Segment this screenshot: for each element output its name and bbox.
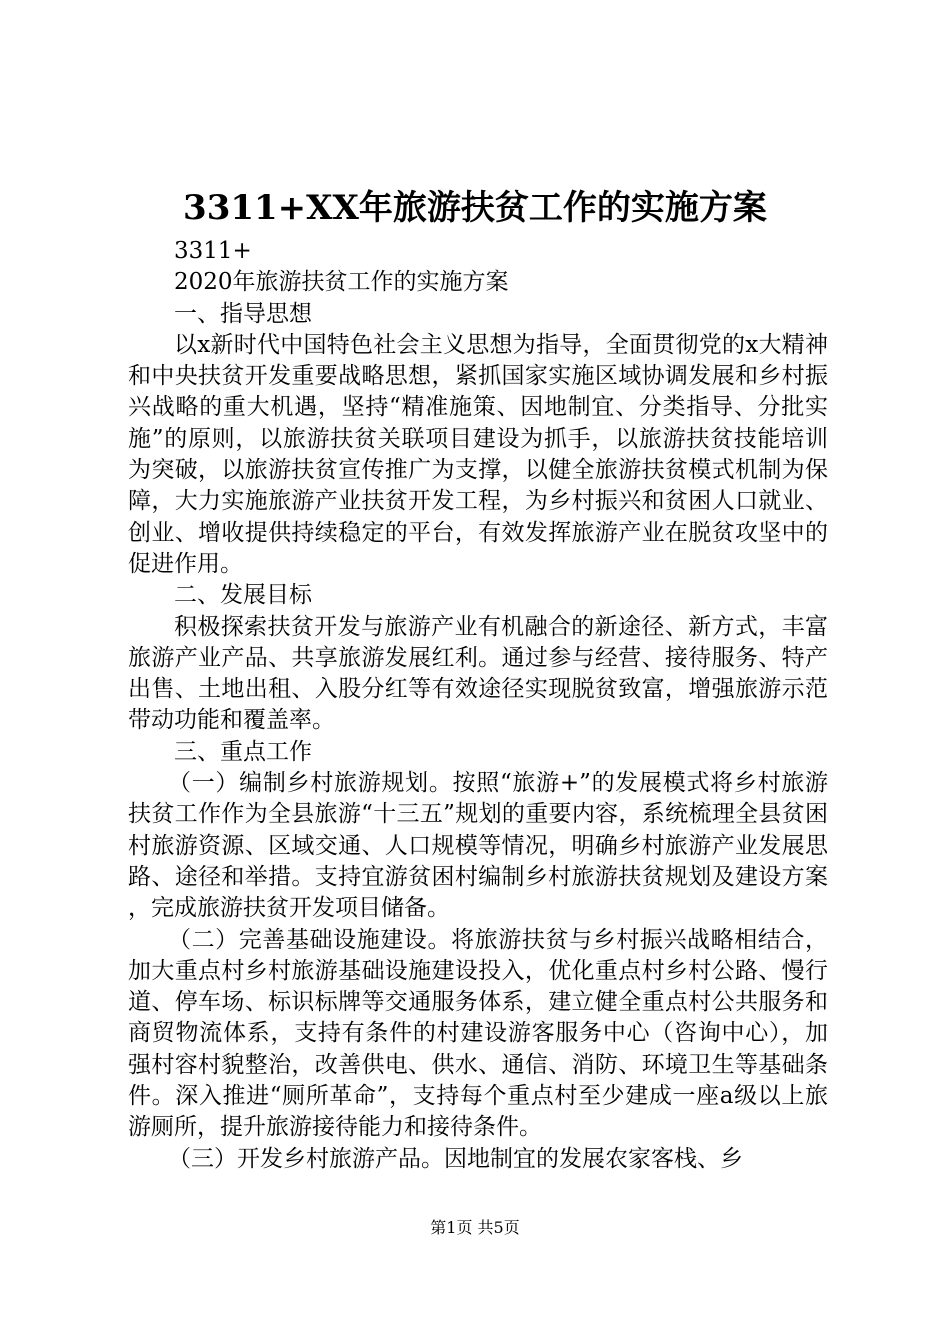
paragraph-heading-line-1: 3311+ — [174, 238, 252, 264]
paragraph-development-goals: 积极探索扶贫开发与旅游产业有机融合的新途径、新方式，丰富旅游产业产品、共享旅游发展红利。通过参与经营、接待服务、特产出售、土地出租、入股分红等有效途径实现脱贫致富，增强旅游示范带动功能和覆盖率。 — [128, 613, 828, 734]
paragraph-key-work-2: （二）完善基础设施建设。将旅游扶贫与乡村振兴战略相结合，加大重点村乡村旅游基础设施建设投入，优化重点村乡村公路、慢行道、停车场、标识标牌等交通服务体系，建立健全重点村公共服务和商贸物流体系，支持有条件的村建设游客服务中心（咨询中心），加强村容村貌整治，改善供电、供水、通信、消防、环境卫生等基础条件。深入推进“厕所革命”，支持每个重点村至少建成一座a级以上旅游厕所，提升旅游接待能力和接待条件。 — [128, 926, 828, 1141]
document-body — [128, 236, 828, 1175]
page-indicator: 第1页 共5页 — [430, 1218, 520, 1237]
section-heading-development-goals: 二、发展目标 — [174, 582, 312, 609]
document-title: 3311+XX年旅游扶贫工作的实施方案 — [183, 188, 767, 228]
paragraph-key-work-1: （一）编制乡村旅游规划。按照“旅游+”的发展模式将乡村旅游扶贫工作作为全县旅游“十三五”规划的重要内容，系统梳理全县贫困村旅游资源、区域交通、人口规模等情况，明确乡村旅游产业发展思路、途径和举措。支持宜游贫困村编制乡村旅游扶贫规划及建设方案，完成旅游扶贫开发项目储备。 — [128, 770, 828, 922]
section-heading-key-work: 三、重点工作 — [174, 738, 312, 765]
paragraph-heading-line-2: 2020年旅游扶贫工作的实施方案 — [174, 269, 509, 296]
paragraph-key-work-3: （三）开发乡村旅游产品。因地制宜的发展农家客栈、乡 — [168, 1145, 743, 1172]
section-heading-guiding-ideology: 一、指导思想 — [174, 300, 312, 327]
paragraph-guiding-ideology: 以x新时代中国特色社会主义思想为指导，全面贯彻党的x大精神和中央扶贫开发重要战略思想，紧抓国家实施区域协调发展和乡村振兴战略的重大机遇，坚持“精准施策、因地制宜、分类指导、分批实施”的原则，以旅游扶贫关联项目建设为抓手，以旅游扶贫技能培训为突破，以旅游扶贫宣传推广为支撑，以健全旅游扶贫模式机制为保障，大力实施旅游产业扶贫开发工程，为乡村振兴和贫困人口就业、创业、增收提供持续稳定的平台，有效发挥旅游产业在脱贫攻坚中的促进作用。 — [128, 331, 828, 577]
